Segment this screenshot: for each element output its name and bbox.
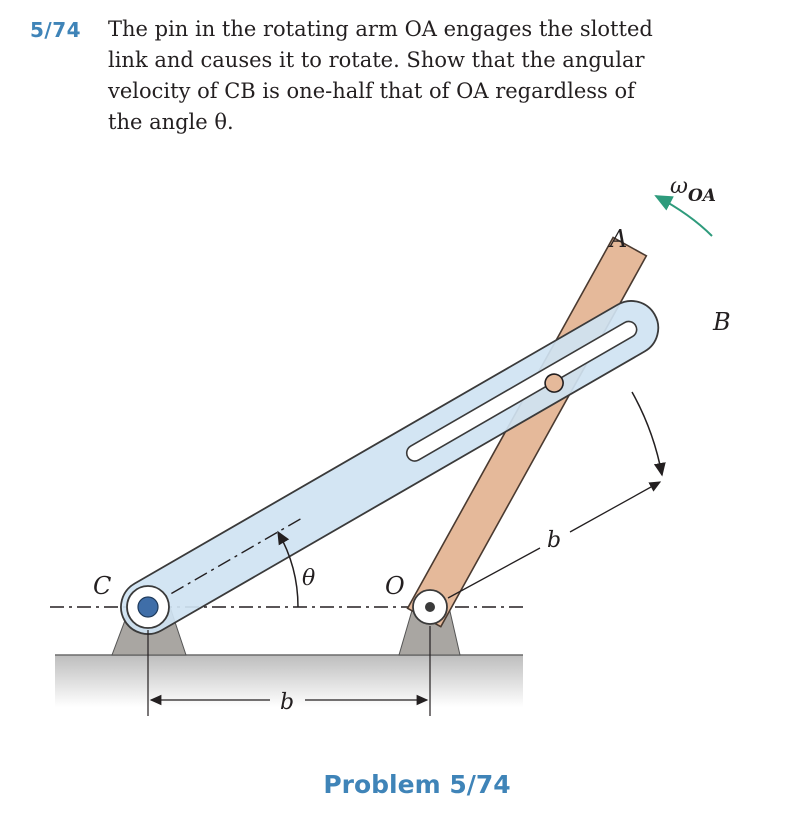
label-a: A: [610, 225, 628, 253]
problem-number: 5/74: [30, 18, 82, 42]
pivot-o-pin: [425, 602, 435, 612]
label-b: B: [713, 308, 731, 336]
problem-text-line-4: the angle θ.: [108, 110, 234, 134]
problem-text-line-3: velocity of CB is one-half that of OA regardless of: [108, 79, 635, 103]
pivot-c-pin: [138, 597, 158, 617]
problem-text-line-2: link and causes it to rotate. Show that the angular: [108, 48, 645, 72]
arm-b-arc: [632, 392, 662, 475]
label-theta: θ: [302, 566, 316, 591]
label-omega: ω: [670, 174, 688, 199]
label-o: O: [385, 572, 405, 600]
label-omega-subscript: OA: [688, 186, 716, 206]
label-b-arm: b: [547, 528, 562, 553]
label-b-base: b: [280, 690, 295, 715]
problem-text-line-1: The pin in the rotating arm OA engages the slotted: [108, 17, 653, 41]
label-c: C: [93, 572, 112, 600]
figure-caption: Problem 5/74: [323, 770, 511, 799]
